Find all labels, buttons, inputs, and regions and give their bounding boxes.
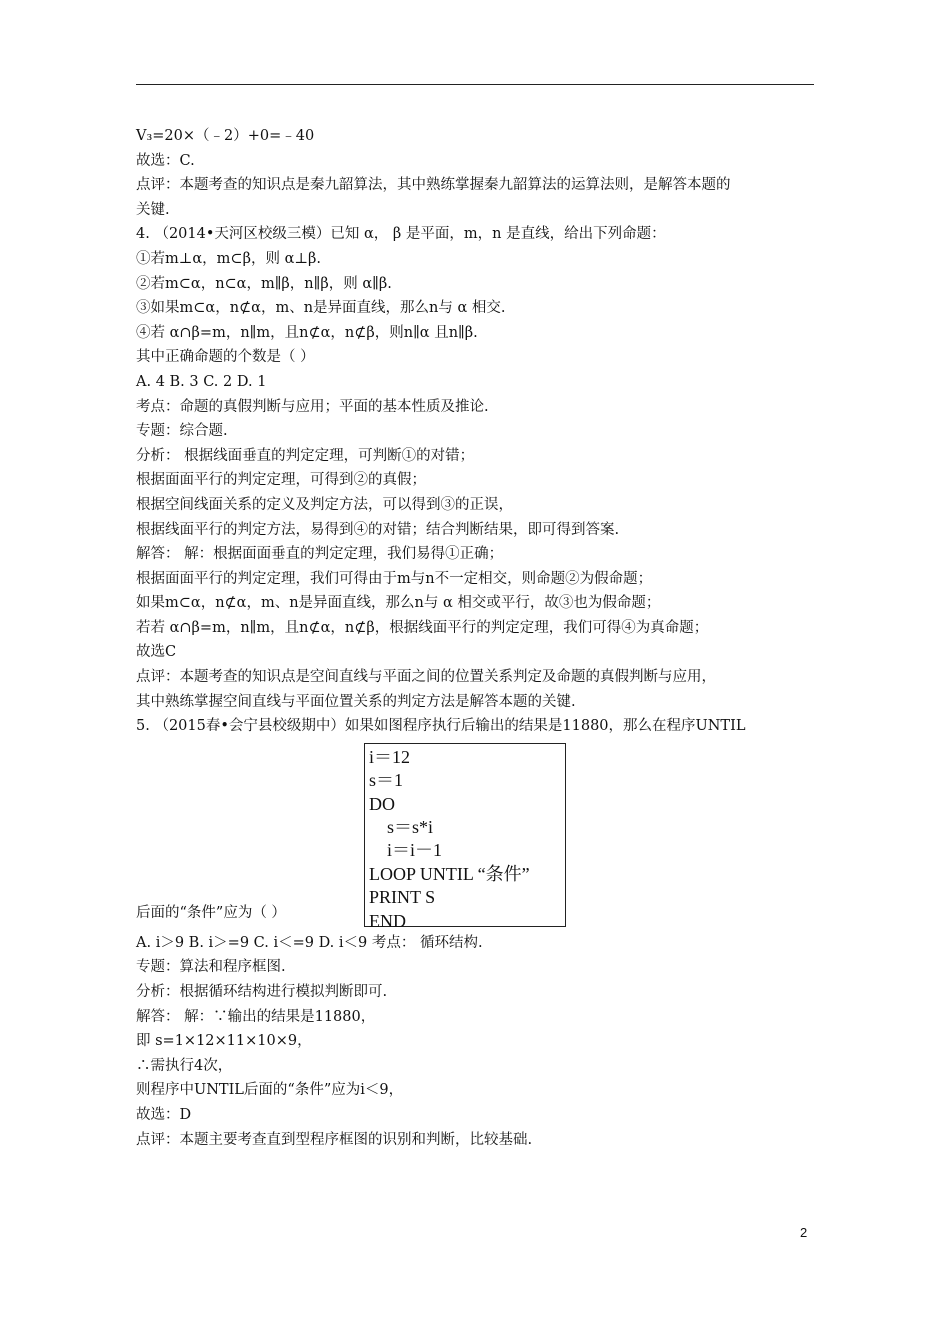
- text-line: ①若m⊥α，m⊂β，则 α⊥β.: [136, 250, 321, 267]
- text-line: 点评：本题考查的知识点是秦九韶算法，其中熟练掌握秦九韶算法的运算法则，是解答本题的: [136, 177, 731, 194]
- question-5-title: 5. （2015春•会宁县校级期中）如果如图程序执行后输出的结果是11880，那么在程序UNTIL: [136, 718, 746, 735]
- code-line: i＝i－1: [387, 840, 443, 861]
- code-line: s＝s*i: [387, 817, 434, 838]
- text-line: 关键.: [136, 201, 170, 218]
- text-line: 其中熟练掌握空间直线与平面位置关系的判定方法是解答本题的关键.: [136, 693, 576, 710]
- code-line: END: [369, 910, 406, 931]
- text-line: 根据面面平行的判定定理，我们可得由于m与n不一定相交，则命题②为假命题；: [136, 570, 653, 587]
- question-4-title: 4. （2014•天河区校级三模）已知 α， β 是平面，m，n 是直线，给出下列命题：: [136, 226, 666, 243]
- text-line: 专题：算法和程序框图.: [136, 959, 286, 976]
- text-line: ③如果m⊂α，n⊄α，m、n是异面直线，那么n与 α 相交.: [136, 300, 506, 317]
- code-line: LOOP UNTIL “条件”: [369, 863, 530, 884]
- code-line: s＝1: [369, 770, 404, 791]
- text-line: 考点：命题的真假判断与应用；平面的基本性质及推论.: [136, 398, 489, 415]
- text-line: ④若 α∩β=m，n∥m，且n⊄α，n⊄β，则n∥α 且n∥β.: [136, 324, 478, 341]
- program-figure: [136, 739, 826, 931]
- code-line: PRINT S: [369, 887, 436, 908]
- text-line: 解答： 解：∵输出的结果是11880，: [136, 1008, 376, 1025]
- text-line: 分析：根据循环结构进行模拟判断即可.: [136, 984, 388, 1001]
- text-line: 如果m⊂α，n⊄α，m、n是异面直线，那么n与 α 相交或平行，故③也为假命题；: [136, 595, 661, 612]
- text-line: 分析： 根据线面垂直的判定定理，可判断①的对错；: [136, 447, 475, 464]
- program-code-box: [364, 743, 566, 931]
- code-line: i＝12: [369, 746, 411, 767]
- text-line: V₃=20×（﹣2）+0=﹣40: [136, 128, 315, 144]
- text-line: ∴需执行4次，: [136, 1057, 233, 1074]
- text-line: 则程序中UNTIL后面的“条件”应为i＜9，: [136, 1082, 404, 1099]
- answer-options: A. i＞9 B. i＞=9 C. i＜=9 D. i＜9 考点： 循环结构.: [136, 934, 483, 951]
- text-line: 解答： 解：根据面面垂直的判定定理，我们易得①正确；: [136, 546, 504, 563]
- text-line: 根据空间线面关系的定义及判定方法，可以得到③的正误，: [136, 496, 513, 513]
- header-rule: [136, 84, 814, 85]
- text-line: 其中正确命题的个数是（ ）: [136, 349, 315, 366]
- text-line: 点评：本题主要考查直到型程序框图的识别和判断，比较基础.: [136, 1131, 533, 1148]
- document-body: [136, 124, 826, 1152]
- text-line: 根据面面平行的判定定理，可得到②的真假；: [136, 472, 426, 489]
- text-line: 即 s=1×12×11×10×9，: [136, 1033, 312, 1050]
- question-5-continuation: 后面的“条件”应为（ ）: [136, 904, 286, 921]
- text-line: 故选：C.: [136, 152, 195, 169]
- text-line: 专题：综合题.: [136, 423, 228, 440]
- text-line: 若若 α∩β=m，n∥m，且n⊄α，n⊄β，根据线面平行的判定定理，我们可得④为真命题；: [136, 619, 709, 636]
- text-line: 故选C: [136, 644, 177, 661]
- code-line: DO: [369, 793, 395, 814]
- text-line: 根据线面平行的判定方法，易得到④的对错；结合判断结果，即可得到答案.: [136, 521, 620, 538]
- answer-options: A. 4 B. 3 C. 2 D. 1: [136, 373, 267, 390]
- text-line: ②若m⊂α，n⊂α，m∥β，n∥β，则 α∥β.: [136, 275, 392, 292]
- text-line: 故选：D: [136, 1107, 192, 1123]
- page-number: 2: [800, 1225, 808, 1240]
- text-line: 点评：本题考查的知识点是空间直线与平面之间的位置关系判定及命题的真假判断与应用，: [136, 669, 716, 686]
